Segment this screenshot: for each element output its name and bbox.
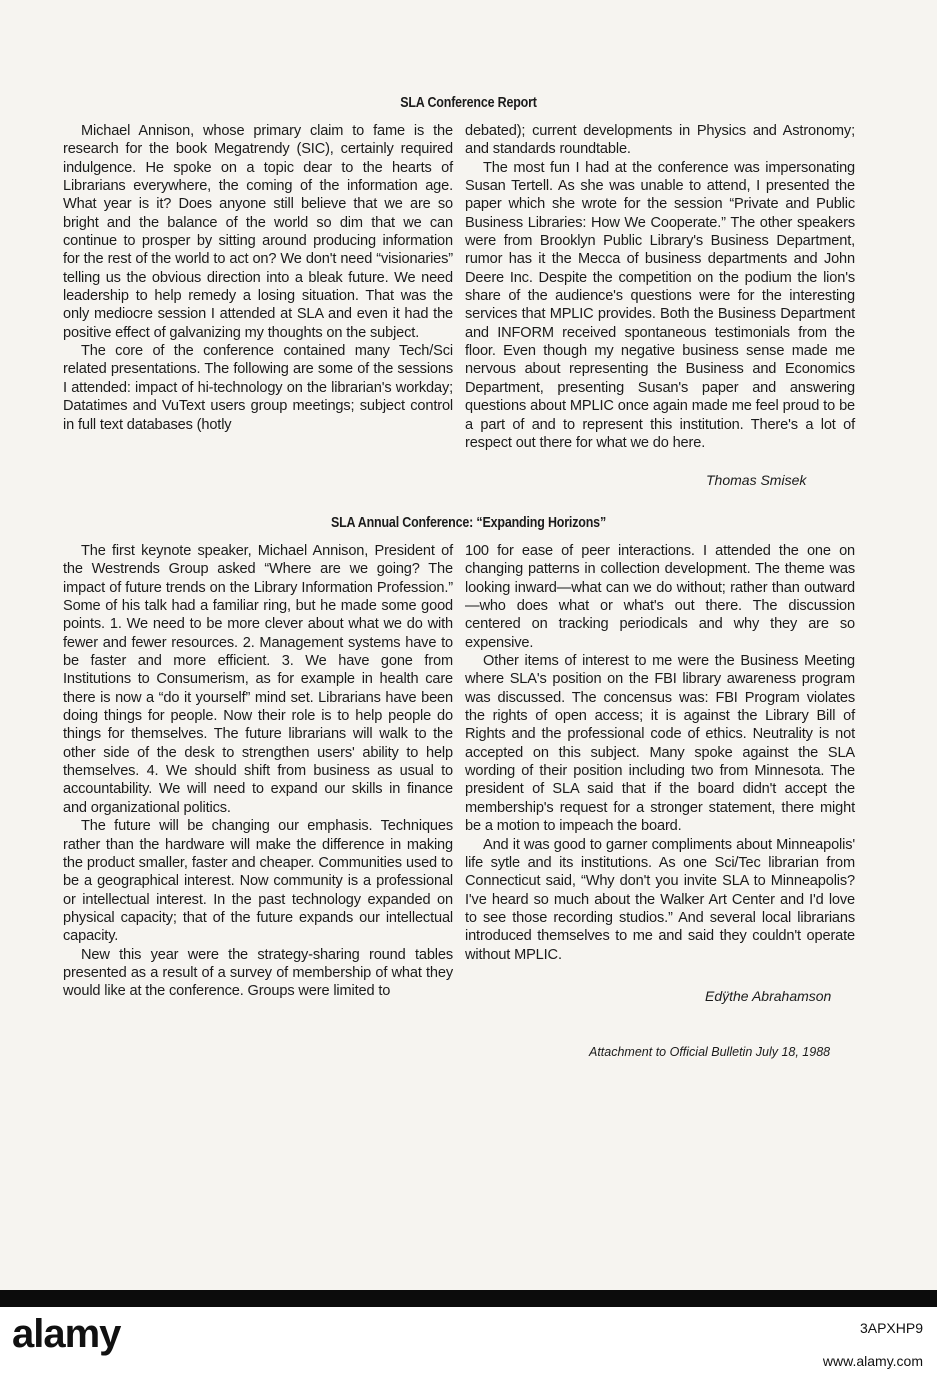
report2-title: SLA Annual Conference: “Expanding Horizons” [330,515,607,531]
report1-signature: Thomas Smisek [706,472,807,488]
image-id-label: 3APXHP9 [859,1320,923,1336]
report1-left-column [63,122,453,434]
report2-left-column [63,542,453,1001]
paragraph: And it was good to garner compliments about Minneapolis' life sytle and its institutions. As one Sci/Tec librarian from Connecticut said, “Why don't you invite SLA to Minneapolis? I've heard so much about the Walker Art Center and I'd love to see those recording studios.” And several local librarians introduced themselves to me and said they couldn't operate without MPLIC. [465,836,855,963]
paragraph: New this year were the strategy-sharing round tables presented as a result of a survey of membership of what they would like at the conference. Groups were limited to [63,946,453,1000]
site-url-label: www.alamy.com [822,1353,923,1369]
paragraph: Other items of interest to me were the Business Meeting where SLA's position on the FBI library awareness program was discussed. The concensus was: FBI Program violates the rights of open access; it is against the Library Bill of Rights and the professional code of ethics. Neutrality is not accepted on this subject. Many spoke against the SLA wording of their position including two from Minnesota. The president of SLA said that if the board didn't accept the membership's request for a stronger statement, there might be a motion to impeach the board. [465,653,855,835]
paragraph: The future will be changing our emphasis. Techniques rather than the hardware will make the difference in making the product smaller, faster and cheaper. Communities used to be a geographical interest. Now community is a professional or intellectual interest. In the past technology expanded on physical capacity; that of the future expands our intellectual capacity. [63,818,453,945]
alamy-logo: alamy [12,1312,121,1356]
attachment-note: Attachment to Official Bulletin July 18, 1988 [589,1045,831,1059]
paragraph: debated); current developments in Physics and Astronomy; and standards roundtable. [465,123,855,158]
paragraph: The most fun I had at the conference was impersonating Susan Tertell. As she was unable to attend, I presented the paper which she wrote for the session “Private and Public Business Libraries: How We Cooperate.” The other speakers were from Brooklyn Public Library's Business Department, rumor has it the Mecca of business departments and John Deere Inc. Despite the competition on the podium the lion's share of the audience's questions were for the interesting services that MPLIC provides. Both the Business Department and INFORM received spontaneous testimonials from the floor. Even though my negative business sense made me nervous about representing the Business and Economics Department, presenting Susan's paper and answering questions about MPLIC once again made me feel proud to be a part of and to represent this institution. There's a lot of respect out there for what we do here. [465,159,855,451]
paragraph: 100 for ease of peer interactions. I attended the one on changing patterns in collection development. The theme was looking inward—what can we do without; rather than outward—who does what or what's out there. The discussion centered on tracking periodicals and why they are so expensive. [465,543,855,651]
report2-right-column [465,542,855,964]
paragraph: The core of the conference contained many Tech/Sci related presentations. The following are some of the sessions I attended: impact of hi-technology on the librarian's workday; Datatimes and VuText users group meetings; subject control in full text databases (hotly [63,343,453,433]
report1-right-column [465,122,855,452]
scan-edge-band [0,1290,937,1307]
report1-title: SLA Conference Report [400,95,537,111]
paragraph: The first keynote speaker, Michael Annison, President of the Westrends Group asked “Where are we going? The impact of future trends on the Library Information Profession.” Some of his talk had a familiar ring, but he made some good points. 1. We need to be more clever about what we do with fewer and fewer resources. 2. Management systems have to be faster and more efficient. 3. We have gone from Institutions to Consumerism, as for example in health care there is now a “do it yourself” mind set. Librarians have been doing things for people. Now their role is to help people do things for themselves. The future librarians will walk to the other side of the desk to strengthen users' ability to help themselves. 4. We should shift from business as usual to accountability. We will need to expand our skills in finance and organizational politics. [63,543,453,816]
paragraph: Michael Annison, whose primary claim to fame is the research for the book Megatrendy (SIC), certainly required indulgence. He spoke on a topic dear to the hearts of Librarians everywhere, the coming of the information age. What year is it? Does anyone still believe that we are so bright and the balance of the world so dim that we can continue to prosper by sitting around producing information for the rest of the world to act on? We don't need “visionaries” telling us the obvious direction into a bleak future. We need leadership to help remedy a losing situation. That was the only mediocre session I attended at SLA and even it had the positive effect of galvanizing my thoughts on the subject. [63,123,453,341]
report2-signature: Edÿthe Abrahamson [705,988,832,1004]
